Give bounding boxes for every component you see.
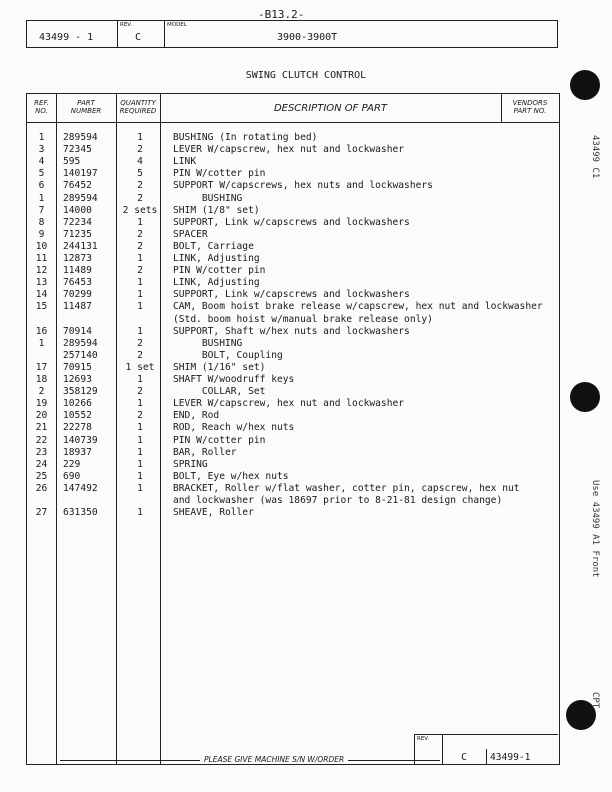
quantity: 2	[137, 337, 143, 349]
part-number: 289594	[63, 337, 98, 349]
part-number: 289594	[63, 132, 98, 143]
ref-no: 26	[35, 482, 48, 494]
part-number: 12873	[63, 253, 92, 264]
table-row	[27, 495, 559, 507]
quantity: 2	[137, 265, 143, 277]
ref-no: 25	[35, 470, 48, 482]
quantity: 2 sets	[122, 204, 158, 216]
table-row	[27, 205, 559, 217]
part-number: 289594	[63, 192, 98, 204]
model-value: 3900-3900T	[277, 32, 338, 43]
table-row	[27, 374, 559, 386]
parts-table	[26, 93, 560, 765]
ref-no: 22	[35, 434, 48, 446]
footer-doc-number: 43499-1	[490, 752, 531, 763]
description: SHIM (1/16" set)	[173, 361, 266, 373]
quantity: 1	[137, 301, 143, 313]
ref-no: 6	[38, 180, 45, 192]
description: SPACER	[173, 228, 208, 240]
ref-no: 1	[38, 192, 45, 204]
description: SPRING	[173, 458, 208, 470]
col-header-desc: DESCRIPTION OF PART	[273, 103, 388, 114]
quantity: 2	[137, 240, 143, 252]
part-number: 140197	[63, 168, 98, 180]
ref-no: 18	[35, 374, 48, 385]
part-number: 229	[63, 458, 81, 470]
model-label: MODEL	[167, 22, 187, 28]
table-row	[27, 386, 559, 398]
description: BUSHING	[173, 192, 243, 204]
ref-no: 23	[35, 446, 48, 458]
quantity: 1	[137, 132, 143, 143]
header-box	[26, 20, 558, 48]
table-row	[27, 362, 559, 374]
doc-number: 43499 - 1	[39, 32, 94, 43]
ref-no: 19	[35, 398, 48, 410]
description: BAR, Roller	[173, 446, 237, 458]
table-row	[27, 350, 559, 362]
part-number: 70299	[63, 289, 92, 301]
description: BUSHING (In rotating bed)	[173, 132, 318, 143]
part-number: 72234	[63, 216, 92, 228]
description: LINK, Adjusting	[173, 253, 260, 264]
footer-rev-value: C	[461, 752, 467, 763]
margin-stamp-2: Use 43499 A1 Front	[590, 480, 600, 578]
quantity: 1	[137, 277, 143, 289]
description: SHAFT W/woodruff keys	[173, 374, 295, 385]
ref-no: 12	[35, 265, 48, 277]
table-row	[27, 168, 559, 180]
table-row	[27, 398, 559, 410]
punch-hole-middle	[570, 382, 600, 412]
quantity: 1	[137, 289, 143, 301]
table-row	[27, 277, 559, 289]
rev-value: C	[135, 32, 142, 43]
quantity: 2	[137, 228, 143, 240]
quantity: 2	[137, 349, 143, 361]
quantity: 1	[137, 446, 143, 458]
ref-no: 17	[35, 361, 48, 373]
part-number: 76453	[63, 277, 92, 289]
table-row	[27, 289, 559, 301]
table-row	[27, 471, 559, 483]
table-row	[27, 156, 559, 168]
table-row	[27, 241, 559, 253]
description: ROD, Reach w/hex nuts	[173, 422, 295, 434]
footer-note: PLEASE GIVE MACHINE S/N W/ORDER	[200, 755, 348, 764]
description: PIN W/cotter pin	[173, 434, 266, 446]
table-row	[27, 193, 559, 205]
description: COLLAR, Set	[173, 386, 266, 398]
quantity: 1	[137, 216, 143, 228]
table-row	[27, 483, 559, 495]
part-number: 70915	[63, 361, 92, 373]
table-row	[27, 447, 559, 459]
ref-no: 20	[35, 410, 48, 422]
part-number: 76452	[63, 180, 92, 192]
description: and lockwasher (was 18697 prior to 8-21-81 design change)	[173, 495, 503, 506]
ref-no: 21	[35, 422, 48, 434]
col-header-part: PART NUMBER	[70, 99, 102, 115]
table-row	[27, 422, 559, 434]
part-number: 22278	[63, 422, 92, 434]
col-header-ref: REF. NO.	[34, 99, 49, 115]
part-number: 11487	[63, 301, 92, 313]
rev-label: REV.	[120, 22, 133, 28]
part-number: 70914	[63, 325, 92, 337]
quantity: 1	[137, 253, 143, 264]
description: BUSHING	[173, 337, 243, 349]
quantity: 1	[137, 507, 143, 519]
description: BOLT, Eye w/hex nuts	[173, 470, 289, 482]
ref-no: 9	[38, 228, 45, 240]
description: LINK	[173, 156, 197, 168]
table-row	[27, 507, 559, 519]
table-row	[27, 229, 559, 241]
quantity: 1	[137, 470, 143, 482]
part-number: 140739	[63, 434, 98, 446]
quantity: 2	[137, 144, 143, 156]
quantity: 2	[137, 410, 143, 422]
quantity: 2	[137, 192, 143, 204]
table-row	[27, 132, 559, 144]
description: (Std. boom hoist w/manual brake release only)	[173, 313, 433, 325]
table-row	[27, 314, 559, 326]
table-row	[27, 180, 559, 192]
description: SHIM (1/8" set)	[173, 204, 260, 216]
description: SUPPORT, Link w/capscrews and lockwashers	[173, 289, 410, 301]
ref-no: 1	[38, 132, 45, 143]
ref-no: 10	[35, 240, 48, 252]
ref-no: 24	[35, 458, 48, 470]
table-row	[27, 253, 559, 265]
part-number: 72345	[63, 144, 92, 156]
ref-no: 8	[38, 216, 45, 228]
quantity: 1	[137, 374, 143, 385]
margin-stamp-3: CPT	[590, 692, 600, 709]
quantity: 2	[137, 180, 143, 192]
description: BOLT, Carriage	[173, 240, 254, 252]
quantity: 1	[137, 398, 143, 410]
part-number: 595	[63, 156, 81, 168]
part-number: 690	[63, 470, 81, 482]
ref-no: 7	[38, 204, 45, 216]
part-number: 18937	[63, 446, 92, 458]
ref-no: 1	[38, 337, 45, 349]
table-row	[27, 301, 559, 313]
description: PIN W/cotter pin	[173, 265, 266, 277]
part-number: 11489	[63, 265, 92, 277]
part-number: 358129	[63, 386, 98, 398]
table-row	[27, 459, 559, 471]
quantity: 1	[137, 325, 143, 337]
description: SUPPORT, Shaft w/hex nuts and lockwashers	[173, 325, 410, 337]
description: SUPPORT, Link w/capscrews and lockwashers	[173, 216, 410, 228]
footer-rev-label: REV.	[417, 736, 430, 742]
col-header-vendor: VENDORS PART NO.	[512, 99, 548, 115]
margin-stamp-1: 43499 C1	[590, 135, 600, 179]
col-header-qty: QUANTITY REQUIRED	[119, 99, 157, 115]
quantity: 2	[137, 386, 143, 398]
quantity: 1	[137, 422, 143, 434]
punch-hole-top	[570, 70, 600, 100]
ref-no: 3	[38, 144, 45, 156]
quantity: 1	[137, 434, 143, 446]
document-title: SWING CLUTCH CONTROL	[245, 70, 367, 81]
part-number: 10266	[63, 398, 92, 410]
description: LINK, Adjusting	[173, 277, 260, 289]
quantity: 5	[137, 168, 143, 180]
description: BOLT, Coupling	[173, 349, 283, 361]
ref-no: 14	[35, 289, 48, 301]
description: LEVER W/capscrew, hex nut and lockwasher	[173, 398, 405, 410]
part-number: 147492	[63, 482, 98, 494]
description: SUPPORT W/capscrews, hex nuts and lockwashers	[173, 180, 433, 192]
ref-no: 2	[38, 386, 45, 398]
quantity: 1	[137, 482, 143, 494]
ref-no: 27	[35, 507, 48, 519]
table-row	[27, 338, 559, 350]
part-number: 10552	[63, 410, 92, 422]
part-number: 631350	[63, 507, 98, 519]
table-row	[27, 326, 559, 338]
description: CAM, Boom hoist brake release w/capscrew, hex nut and lockwasher	[173, 301, 543, 313]
part-number: 244131	[63, 240, 98, 252]
part-number: 71235	[63, 228, 92, 240]
part-number: 12693	[63, 374, 92, 385]
description: BRACKET, Roller w/flat washer, cotter pin, capscrew, hex nut	[173, 482, 520, 494]
ref-no: 11	[35, 253, 48, 264]
table-row	[27, 435, 559, 447]
quantity: 1	[137, 458, 143, 470]
table-row	[27, 217, 559, 229]
part-number: 257140	[63, 349, 98, 361]
quantity: 4	[137, 156, 143, 168]
table-row	[27, 410, 559, 422]
part-number: 14000	[63, 204, 92, 216]
description: PIN W/cotter pin	[173, 168, 266, 180]
page-number: -B13.2-	[258, 8, 305, 21]
table-row	[27, 144, 559, 156]
ref-no: 13	[35, 277, 48, 289]
table-row	[27, 265, 559, 277]
quantity: 1 set	[125, 361, 155, 373]
ref-no: 15	[35, 301, 48, 313]
ref-no: 4	[38, 156, 45, 168]
ref-no: 16	[35, 325, 48, 337]
description: END, Rod	[173, 410, 220, 422]
description: SHEAVE, Roller	[173, 507, 254, 519]
description: LEVER W/capscrew, hex nut and lockwasher	[173, 144, 405, 156]
ref-no: 5	[38, 168, 45, 180]
